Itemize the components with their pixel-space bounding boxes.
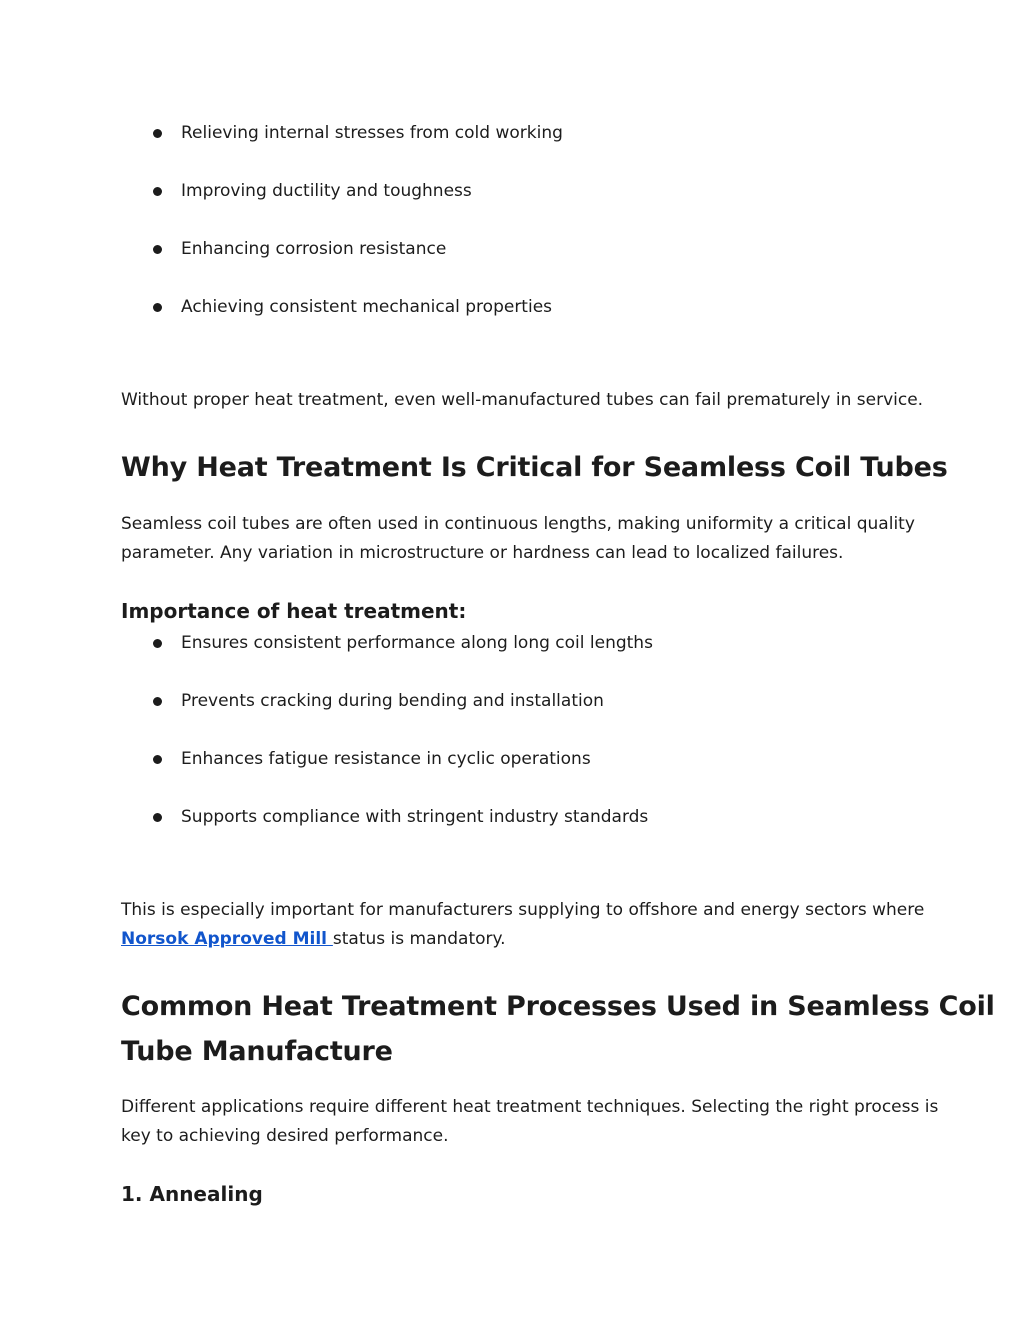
bullet-icon [153,697,162,706]
section-heading: Why Heat Treatment Is Critical for Seamless Coil Tubes [121,452,948,484]
paragraph-line: parameter. Any variation in microstructure or hardness can lead to localized failures. [121,543,844,563]
paragraph-line: key to achieving desired performance. [121,1126,449,1146]
paragraph-line [121,925,506,954]
subheading: Importance of heat treatment: [121,599,467,623]
bullet-icon [153,303,162,312]
list-item-text: Supports compliance with stringent industry standards [181,807,649,827]
list-item-text: Enhances fatigue resistance in cyclic operations [181,749,591,769]
bullet-icon [153,129,162,138]
paragraph-text: status is mandatory. [332,929,506,949]
bullet-icon [153,245,162,254]
norsok-approved-mill-link[interactable]: Norsok Approved Mill [121,929,333,949]
bullet-icon [153,813,162,822]
paragraph-line: Seamless coil tubes are often used in continuous lengths, making uniformity a critical quality [121,514,915,534]
list-item-text: Enhancing corrosion resistance [181,239,447,259]
paragraph-line: This is especially important for manufacturers supplying to offshore and energy sectors where [121,900,925,920]
list-item-text: Ensures consistent performance along long coil lengths [181,633,653,653]
section-heading-line: Tube Manufacture [121,1036,393,1068]
list-item-text: Achieving consistent mechanical properties [181,297,553,317]
section-heading-line: Common Heat Treatment Processes Used in Seamless Coil [121,991,995,1023]
subheading: 1. Annealing [121,1182,263,1206]
paragraph-line: Different applications require different heat treatment techniques. Selecting the right process is [121,1097,939,1117]
list-item-text: Improving ductility and toughness [181,181,472,201]
paragraph: Without proper heat treatment, even well-manufactured tubes can fail prematurely in service. [121,390,924,410]
bullet-icon [153,639,162,648]
list-item-text: Relieving internal stresses from cold working [181,123,563,143]
list-item-text: Prevents cracking during bending and installation [181,691,604,711]
bullet-icon [153,755,162,764]
bullet-icon [153,187,162,196]
